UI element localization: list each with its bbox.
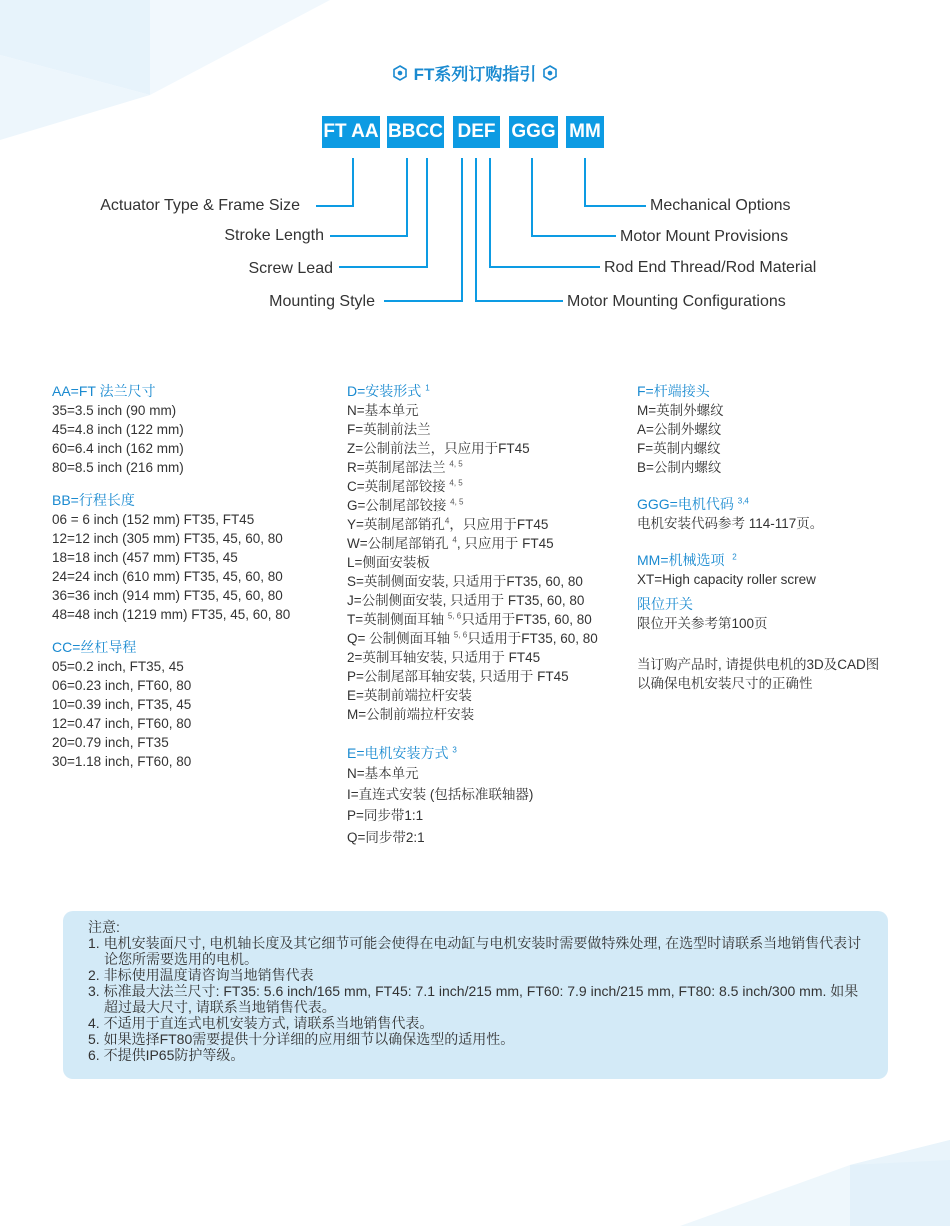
- list-item: XT=High capacity roller screw: [637, 572, 816, 587]
- list-item: 24=24 inch (610 mm) FT35, 45, 60, 80: [52, 569, 283, 584]
- column-3: [637, 382, 879, 693]
- list-item: 10=0.39 inch, FT35, 45: [52, 697, 192, 712]
- code-box-bbcc: BBCC: [387, 116, 444, 148]
- list-item: G=公制尾部铰接 $^{4, 5}$: [347, 497, 464, 513]
- list-item: 电机安装代码参考 114-117页。: [637, 516, 824, 531]
- list-item: 06=0.23 inch, FT60, 80: [52, 678, 192, 693]
- list-item: J=公制侧面安装, 只适用于 FT35, 60, 80: [347, 593, 585, 608]
- list-item: 36=36 inch (914 mm) FT35, 45, 60, 80: [52, 588, 283, 603]
- list-item: 12=12 inch (305 mm) FT35, 45, 60, 80: [52, 531, 283, 546]
- notes-box: [63, 911, 888, 1079]
- decor-bottom-right: [680, 1130, 950, 1226]
- note-item: 4. 不适用于直连式电机安装方式, 请联系当地销售代表。: [88, 1015, 434, 1031]
- f-heading: F=杆端接头: [637, 383, 710, 399]
- list-item: P=公制尾部耳轴安装, 只适用于 FT45: [347, 669, 569, 684]
- column-2: [347, 382, 598, 848]
- label-rod-end: Rod End Thread/Rod Material: [604, 259, 817, 276]
- label-stroke-length: Stroke Length: [224, 227, 324, 244]
- note-item: 1. 电机安装面尺寸, 电机轴长度及其它细节可能会使得在电动缸与电机安装时需要做特殊处理, 在选型时请联系当地销售代表讨论您所需要选用的电机。: [88, 935, 862, 967]
- label-motor-mount-provisions: Motor Mount Provisions: [620, 228, 789, 245]
- list-item: F=英制内螺纹: [637, 441, 721, 456]
- column-1: [52, 382, 290, 771]
- list-item: 48=48 inch (1219 mm) FT35, 45, 60, 80: [52, 607, 291, 622]
- list-item: N=基本单元: [347, 766, 419, 781]
- title-text: FT系列订购指引: [413, 65, 537, 84]
- list-item: L=侧面安装板: [347, 555, 430, 570]
- list-item: Q= 公制侧面耳轴 $^{5, 6}$只适用于FT35, 60, 80: [347, 630, 598, 646]
- label-screw-lead: Screw Lead: [248, 260, 333, 277]
- list-item: Z=公制前法兰，只应用于FT45: [347, 441, 530, 456]
- note-item: 3. 标准最大法兰尺寸: FT35: 5.6 inch/165 mm, FT45: 7.1 inch/215 mm, FT60: 7.9 inch/215 mm, FT80: 8.5 inch/300 mm. 如果超过最大尺寸, 请联系当地销售代表。: [88, 983, 859, 1015]
- mm-heading: MM=机械选项 $^2$: [637, 552, 737, 568]
- code-box-ggg: GGG: [509, 116, 558, 148]
- list-item: 80=8.5 inch (216 mm): [52, 460, 184, 475]
- list-item: N=基本单元: [347, 403, 419, 418]
- notes-heading: 注意:: [88, 919, 120, 935]
- list-item: S=英制侧面安装, 只适用于FT35, 60, 80: [347, 574, 583, 589]
- list-item: Q=同步带2:1: [347, 830, 425, 845]
- d-heading: D=安装形式 $^1$: [347, 383, 430, 399]
- list-item: 30=1.18 inch, FT60, 80: [52, 754, 192, 769]
- label-motor-mounting-configs: Motor Mounting Configurations: [567, 293, 786, 310]
- list-item: B=公制内螺纹: [637, 460, 722, 475]
- cc-heading: CC=丝杠导程: [52, 639, 137, 655]
- list-item: A=公制外螺纹: [637, 422, 722, 437]
- list-item: P=同步带1:1: [347, 808, 424, 823]
- list-item: 18=18 inch (457 mm) FT35, 45: [52, 550, 238, 565]
- list-item: Y=英制尾部销孔$^4$，只应用于FT45: [347, 516, 549, 532]
- list-item: C=英制尾部铰接 $^{4, 5}$: [347, 478, 463, 494]
- list-item: R=英制尾部法兰 $^{4, 5}$: [347, 459, 463, 475]
- list-item: 45=4.8 inch (122 mm): [52, 422, 184, 437]
- note-item: 2. 非标使用温度请咨询当地销售代表: [88, 967, 314, 983]
- e-heading: E=电机安装方式 $^3$: [347, 745, 457, 761]
- label-actuator-type: Actuator Type & Frame Size: [100, 197, 300, 214]
- list-item: I=直连式安装 (包括标准联轴器): [347, 787, 534, 802]
- code-box-mm: MM: [566, 116, 604, 148]
- list-item: 35=3.5 inch (90 mm): [52, 403, 177, 418]
- note-item: 6. 不提供IP65防护等级。: [88, 1047, 245, 1063]
- list-item: 20=0.79 inch, FT35: [52, 735, 169, 750]
- list-item: M=英制外螺纹: [637, 403, 724, 418]
- list-item: 60=6.4 inch (162 mm): [52, 441, 184, 456]
- list-item: 05=0.2 inch, FT35, 45: [52, 659, 184, 674]
- list-item: W=公制尾部销孔 $^4$, 只应用于 FT45: [347, 535, 554, 551]
- limit-heading: 限位开关: [637, 596, 693, 612]
- cad-note-line: 以确保电机安装尺寸的正确性: [637, 676, 813, 691]
- list-item: 12=0.47 inch, FT60, 80: [52, 716, 192, 731]
- cad-note-line: 当订购产品时, 请提供电机的3D及CAD图: [637, 657, 880, 672]
- label-mounting-style: Mounting Style: [269, 293, 375, 310]
- list-item: M=公制前端拉杆安装: [347, 707, 475, 722]
- list-item: F=英制前法兰: [347, 422, 431, 437]
- list-item: T=英制侧面耳轴 $^{5, 6}$只适用于FT35, 60, 80: [347, 611, 592, 627]
- code-box-def: DEF: [453, 116, 500, 148]
- ggg-heading: GGG=电机代码 $^{3,4}$: [637, 496, 749, 512]
- list-item: E=英制前端拉杆安装: [347, 688, 472, 703]
- bb-heading: BB=行程长度: [52, 492, 135, 508]
- code-box-ft-aa: FT AA: [322, 116, 380, 148]
- note-item: 5. 如果选择FT80需要提供十分详细的应用细节以确保选型的适用性。: [88, 1031, 515, 1047]
- list-item: 限位开关参考第100页: [637, 616, 768, 631]
- list-item: 06 = 6 inch (152 mm) FT35, FT45: [52, 512, 255, 527]
- aa-heading: AA=FT 法兰尺寸: [52, 383, 156, 399]
- list-item: 2=英制耳轴安装, 只适用于 FT45: [347, 650, 541, 665]
- label-mechanical-options: Mechanical Options: [650, 197, 791, 214]
